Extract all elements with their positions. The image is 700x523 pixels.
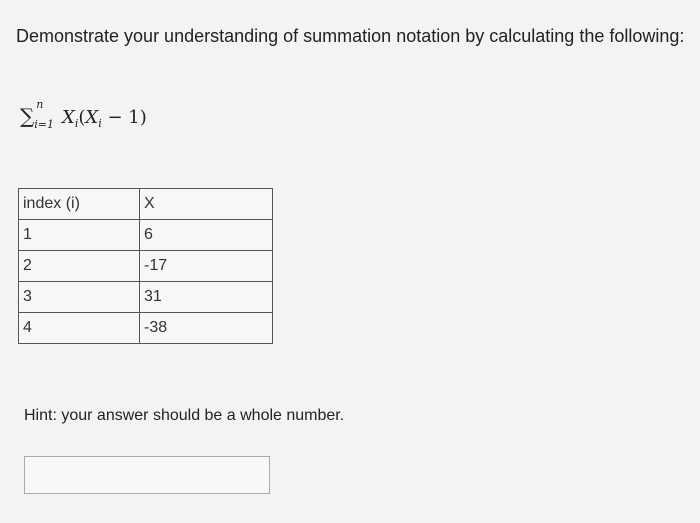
cell-x: 31 — [140, 282, 273, 313]
summation-limits — [34, 98, 56, 131]
table-row — [19, 251, 273, 282]
header-x: X — [140, 189, 273, 220]
answer-input[interactable] — [24, 456, 270, 494]
question-text: Demonstrate your understanding of summation notation by calculating the following: — [16, 26, 685, 46]
cell-index: 4 — [19, 313, 140, 344]
subscript-i-inner: i — [98, 117, 102, 130]
hint-text: Hint: your answer should be a whole number. — [24, 407, 345, 424]
cell-x: -17 — [140, 251, 273, 282]
table-row — [19, 313, 273, 344]
data-table — [18, 188, 273, 344]
cell-index: 2 — [19, 251, 140, 282]
cell-index: 3 — [19, 282, 140, 313]
cell-x: 6 — [140, 220, 273, 251]
open-paren: ( — [78, 107, 86, 128]
header-index: index (i) — [19, 189, 140, 220]
minus-one: − 1) — [101, 107, 147, 128]
cell-index: 1 — [19, 220, 140, 251]
subscript-i: i — [74, 117, 79, 130]
summation-formula — [20, 98, 147, 131]
upper-limit: n — [36, 98, 44, 111]
variable-x: X — [62, 107, 75, 128]
table-row — [19, 220, 273, 251]
variable-x-inner: X — [85, 107, 99, 128]
lower-limit: i=1 — [34, 118, 55, 131]
cell-x: -38 — [140, 313, 273, 344]
sigma-symbol: ∑ — [20, 104, 35, 128]
table-row — [19, 282, 273, 313]
table-header-row — [19, 189, 273, 220]
